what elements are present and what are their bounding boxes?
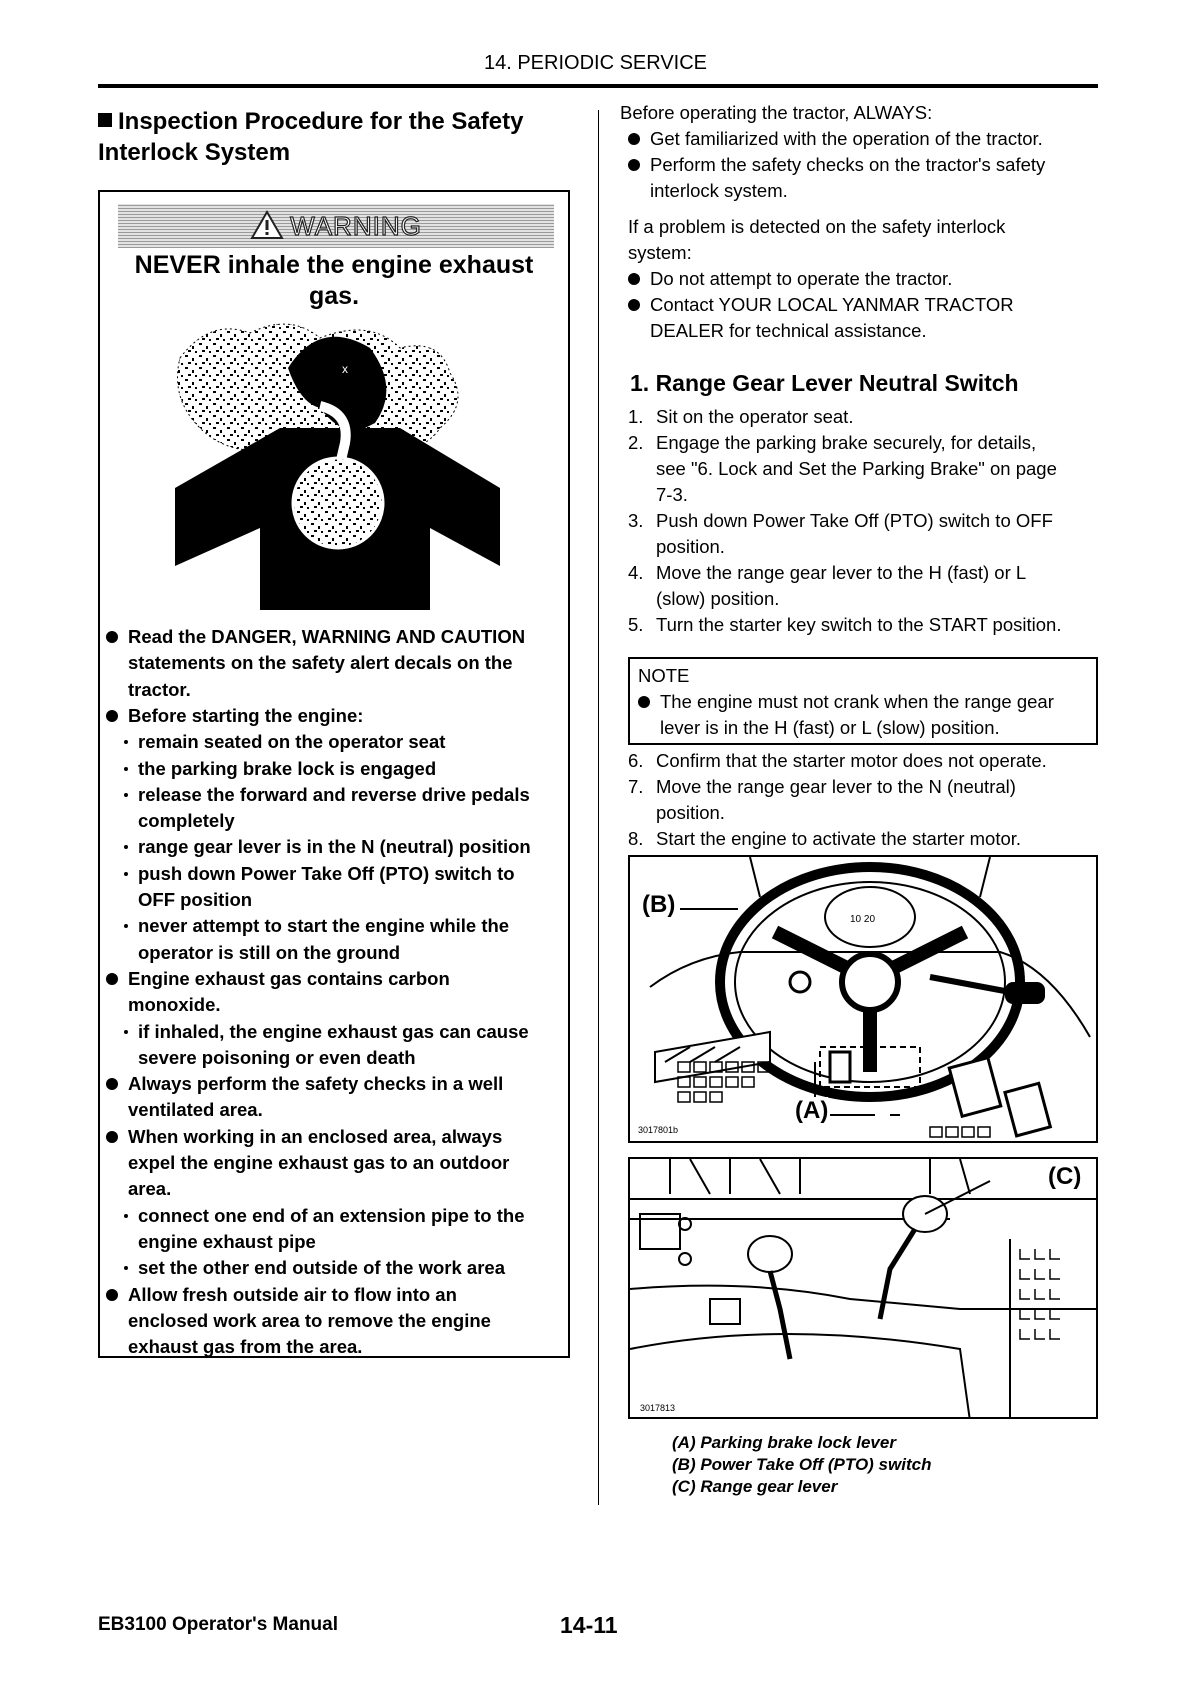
bullet-dot-icon (124, 740, 128, 744)
bullet-dot-icon (106, 710, 118, 722)
bullet-line: area. (128, 1178, 172, 1200)
bullet-dot-icon (628, 273, 640, 285)
warning-sub-bullet (138, 756, 568, 782)
bullet-dot-icon (106, 1078, 118, 1090)
bullet-line: completely (138, 810, 235, 832)
step-item (628, 826, 1022, 852)
note-body (660, 689, 1054, 741)
warning-sub-bullet (138, 1203, 568, 1256)
warning-banner-text: WARNING (290, 211, 422, 241)
always-item (650, 152, 1045, 204)
footer-page-number: 14-11 (560, 1612, 618, 1638)
bullet-line: if inhaled, the engine exhaust gas can cause (138, 1020, 529, 1042)
problem-item-line: Contact YOUR LOCAL YANMAR TRACTOR (650, 294, 1014, 315)
problem-intro-line: system: (628, 242, 692, 263)
label-b: (B) (642, 891, 676, 918)
bullet-line: When working in an enclosed area, always (128, 1125, 503, 1147)
problem-item (650, 292, 1014, 344)
figure-captions (672, 1432, 931, 1498)
bullet-line: Read the DANGER, WARNING AND CAUTION (128, 626, 526, 647)
steering-dashboard-illustration (630, 857, 1098, 1143)
step-line: Engage the parking brake securely, for details, (656, 432, 1037, 453)
header-rule (98, 84, 1098, 88)
note-line: The engine must not crank when the range gear (660, 691, 1054, 712)
problem-item (650, 266, 952, 292)
warning-sub-bullet (138, 1019, 568, 1072)
bullet-line: Always perform the safety checks in a well (128, 1073, 504, 1095)
warning-bullet (128, 966, 568, 1019)
bullet-dot-icon (628, 133, 640, 145)
bullet-dot-icon (124, 872, 128, 876)
warning-sub-bullet (138, 861, 568, 914)
figure-code: 3017801b (638, 1125, 679, 1135)
step-line: see "6. Lock and Set the Parking Brake" on page (656, 458, 1057, 479)
warning-headline-line: NEVER inhale the engine exhaust (134, 251, 534, 279)
label-c: (C) (1048, 1163, 1082, 1190)
step-line: (slow) position. (656, 588, 780, 609)
bullet-dot-icon (124, 845, 128, 849)
bullet-line: release the forward and reverse drive pedals (138, 783, 530, 805)
step-line: Push down Power Take Off (PTO) switch to OFF (656, 510, 1053, 531)
note-box (628, 657, 1098, 745)
warning-headline (100, 250, 568, 312)
problem-item-line: DEALER for technical assistance. (650, 320, 927, 341)
step-number: 5. (628, 614, 644, 635)
range-gear-title: 1. Range Gear Lever Neutral Switch (630, 370, 1019, 396)
always-item-line: Perform the safety checks on the tractor's safety (650, 154, 1046, 175)
step-item (628, 404, 854, 430)
step-line: Move the range gear lever to the H (fast) or L (656, 562, 1027, 583)
step-number: 8. (628, 828, 644, 849)
bullet-line: the parking brake lock is engaged (138, 757, 437, 779)
bullet-dot-icon (628, 159, 640, 171)
warning-sub-bullet (138, 1255, 568, 1281)
range-gear-lever-illustration (630, 1159, 1098, 1419)
warning-bullet (128, 1071, 568, 1124)
caption-a: (A) Parking brake lock lever (672, 1433, 896, 1452)
bullet-line: Allow fresh outside air to flow into an (128, 1283, 457, 1305)
bullet-dot-icon (106, 973, 118, 985)
step-item (628, 748, 1047, 774)
caption-b: (B) Power Take Off (PTO) switch (672, 1455, 932, 1474)
figure-code: 3017813 (640, 1403, 676, 1413)
step-line: 7-3. (656, 484, 688, 505)
bullet-line: Before starting the engine: (128, 704, 364, 726)
step-number: 4. (628, 562, 644, 583)
warning-box (98, 190, 570, 1358)
bullet-line: enclosed work area to remove the engine (128, 1309, 491, 1331)
bullet-dot-icon (628, 299, 640, 311)
warning-sub-bullet (138, 913, 568, 966)
page-header-title: 14. PERIODIC SERVICE (483, 52, 708, 74)
step-number: 2. (628, 432, 644, 453)
warning-sub-bullet (138, 834, 568, 860)
bullet-line: push down Power Take Off (PTO) switch to (138, 862, 515, 884)
bullet-line: Engine exhaust gas contains carbon (128, 967, 450, 989)
figure-range-gear-lever (628, 1157, 1098, 1419)
always-item (650, 126, 1043, 152)
step-number: 1. (628, 406, 644, 427)
section-title (98, 106, 568, 168)
bullet-dot-icon (106, 1289, 118, 1301)
column-divider (598, 110, 599, 1505)
square-bullet-icon (98, 113, 112, 127)
note-title: NOTE (638, 665, 690, 686)
label-a: (A) (795, 1097, 829, 1124)
bullet-dot-icon (124, 1214, 128, 1218)
bullet-line: exhaust gas from the area. (128, 1336, 363, 1358)
bullet-line: ventilated area. (128, 1099, 263, 1121)
warning-bullet (128, 1282, 568, 1361)
svg-text:x: x (342, 362, 348, 376)
step-item (628, 430, 1057, 508)
step-line: Turn the starter key switch to the START position. (656, 614, 1062, 635)
problem-intro-line: If a problem is detected on the safety interlock (628, 216, 1006, 237)
bullet-dot-icon (124, 767, 128, 771)
step-number: 6. (628, 750, 644, 771)
section-title-text: Inspection Procedure for the Safety Interlock System (98, 108, 524, 166)
step-number: 3. (628, 510, 644, 531)
step-line: position. (656, 802, 725, 823)
bullet-dot-icon (124, 793, 128, 797)
bullet-line: never attempt to start the engine while the (138, 915, 510, 937)
step-line: Sit on the operator seat. (656, 406, 854, 427)
bullet-line: tractor. (128, 678, 191, 700)
bullet-dot-icon (106, 631, 118, 643)
bullet-line: operator is still on the ground (138, 941, 401, 963)
caption-c: (C) Range gear lever (672, 1477, 838, 1496)
bullet-line: OFF position (138, 888, 253, 910)
bullet-dot-icon (124, 1030, 128, 1034)
bullet-line: monoxide. (128, 994, 221, 1016)
intro-text: Before operating the tractor, ALWAYS: (620, 102, 933, 123)
bullet-dot-icon (106, 1131, 118, 1143)
bullet-line: set the other end outside of the work area (138, 1257, 505, 1279)
always-item-line: interlock system. (650, 180, 788, 201)
step-number: 7. (628, 776, 644, 797)
bullet-dot-icon (124, 1266, 128, 1270)
step-line: position. (656, 536, 725, 557)
bullet-line: range gear lever is in the N (neutral) position (138, 836, 531, 858)
warning-bullet (128, 1124, 568, 1203)
figure-steering-dashboard (628, 855, 1098, 1143)
step-item (628, 560, 1027, 612)
exhaust-inhalation-illustration (170, 318, 500, 610)
bullet-line: severe poisoning or even death (138, 1046, 416, 1068)
problem-item-line: Do not attempt to operate the tractor. (650, 268, 953, 289)
step-line: Start the engine to activate the starter motor. (656, 828, 1022, 849)
step-line: Move the range gear lever to the N (neutral) (656, 776, 1016, 797)
svg-text:10 20: 10 20 (850, 914, 876, 925)
bullet-line: remain seated on the operator seat (138, 731, 446, 753)
warning-triangle-icon (250, 210, 284, 240)
warning-sub-bullet (138, 729, 568, 755)
bullet-line: engine exhaust pipe (138, 1230, 316, 1252)
bullet-line: expel the engine exhaust gas to an outdoor (128, 1151, 510, 1173)
step-line: Confirm that the starter motor does not operate. (656, 750, 1047, 771)
step-item (628, 508, 1053, 560)
warning-bullet (128, 703, 568, 729)
step-item (628, 774, 1016, 826)
footer-manual-title: EB3100 Operator's Manual (98, 1614, 338, 1635)
always-item-line: Get familiarized with the operation of the tractor. (650, 128, 1043, 149)
note-line: lever is in the H (fast) or L (slow) position. (660, 717, 1000, 738)
warning-sub-bullet (138, 782, 568, 835)
warning-headline-line: gas. (308, 282, 360, 310)
warning-banner (118, 204, 554, 248)
warning-bullet (128, 624, 568, 703)
bullet-line: statements on the safety alert decals on the (128, 652, 513, 674)
bullet-dot-icon (638, 696, 650, 708)
bullet-line: connect one end of an extension pipe to the (138, 1204, 525, 1226)
bullet-dot-icon (124, 924, 128, 928)
step-item (628, 612, 1062, 638)
